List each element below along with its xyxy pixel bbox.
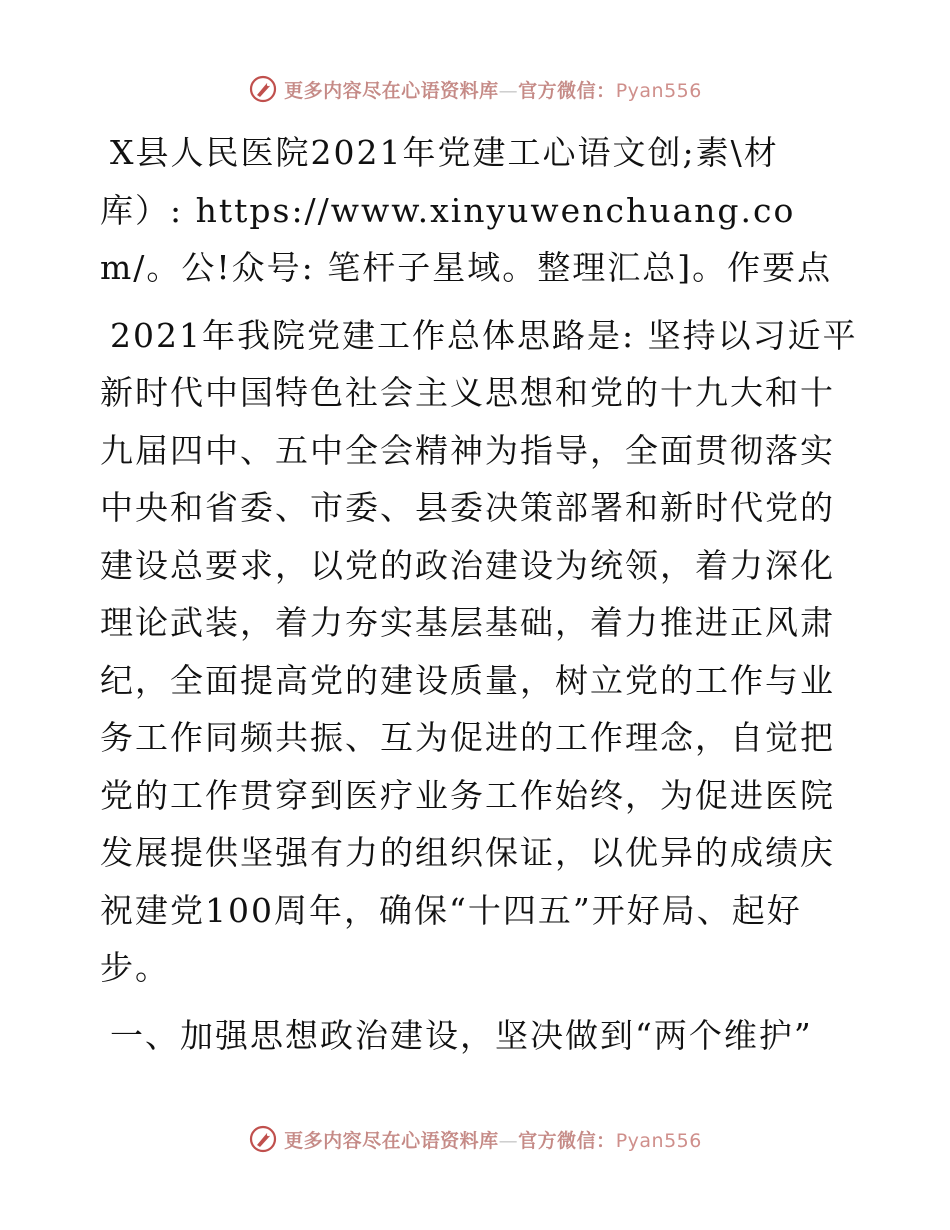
header-watermark-banner <box>0 74 950 104</box>
watermark-main-text: 更多内容尽在心语资料库 <box>284 1129 499 1152</box>
document-title: X县人民医院2021年党建工心语文创;素\材库）: https://www.xinyuwenchuang.com/。公!众号: 笔杆子星域。整理汇总]。作要点 <box>100 133 833 287</box>
watermark-main-text: 更多内容尽在心语资料库 <box>284 79 499 102</box>
pen-nib-logo-icon <box>248 74 278 104</box>
pen-nib-logo-icon <box>248 1124 278 1154</box>
footer-watermark-banner <box>0 1124 950 1154</box>
footer-watermark-text <box>284 1126 702 1153</box>
watermark-separator: — <box>498 79 519 102</box>
body-paragraph: 2021年我院党建工作总体思路是: 坚持以习近平新时代中国特色社会主义思想和党的十九大和十九届四中、五中全会精神为指导，全面贯彻落实中央和省委、市委、县委决策部署和新时代党的建设总要求，以党的政治建设为统领，着力深化理论武装，着力夯实基层基础，着力推进正风肃纪，全面提高党的建设质量，树立党的工作与业务工作同频共振、互为促进的工作理念，自觉把党的工作贯穿到医疗业务工作始终，为促进医院发展提供坚强有力的组织保证，以优异的成绩庆祝建党100周年，确保“十四五”开好局、起好步。 <box>100 315 858 987</box>
watermark-separator: — <box>498 1129 519 1152</box>
watermark-wechat-id: Pyan556 <box>615 79 702 102</box>
watermark-wechat-label: 官方微信： <box>518 1129 616 1152</box>
section-heading: 一、加强思想政治建设，坚决做到“两个维护” <box>110 1015 813 1055</box>
document-body <box>100 124 860 1064</box>
watermark-wechat-id: Pyan556 <box>615 1129 702 1152</box>
watermark-wechat-label: 官方微信： <box>518 79 616 102</box>
header-watermark-text <box>284 76 702 103</box>
